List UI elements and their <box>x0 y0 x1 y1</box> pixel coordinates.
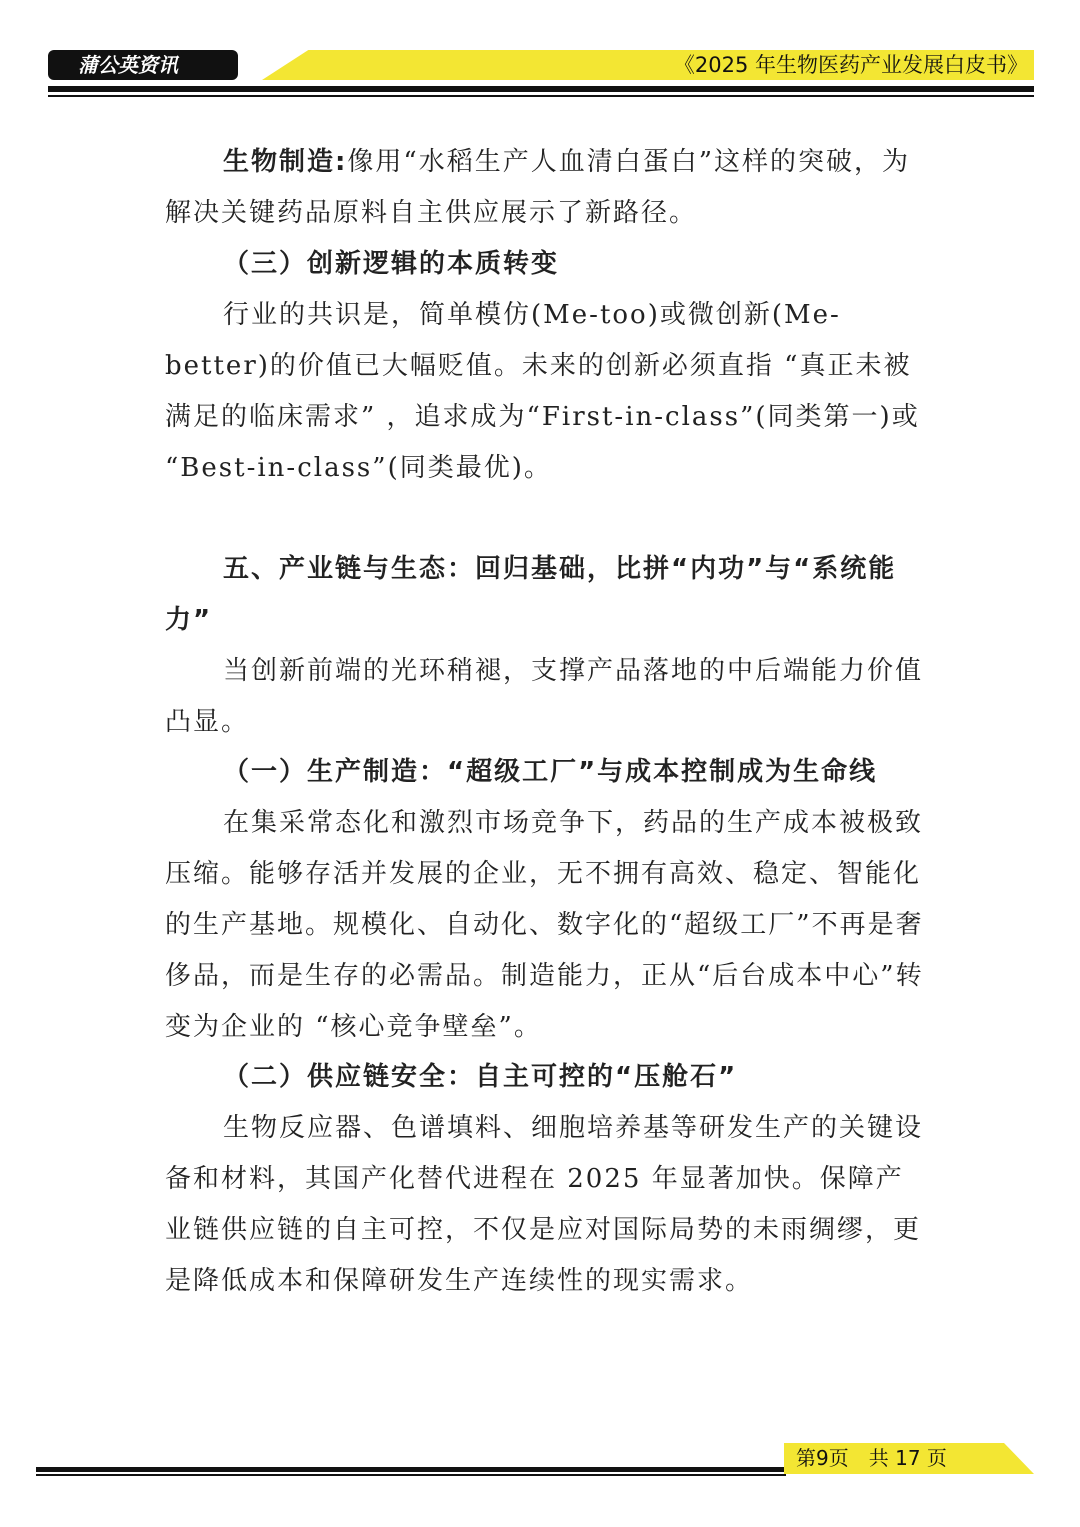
section-5-intro-paragraph: 当创新前端的光环稍褪，支撑产品落地的中后端能力价值凸显。 <box>165 656 924 737</box>
footer-rule-thick <box>36 1467 786 1472</box>
section-5-heading: 五、产业链与生态：回归基础，比拼“内功”与“系统能力” <box>165 554 897 635</box>
bio-manufacturing-label: 生物制造: <box>223 147 348 177</box>
manufacturing-paragraph: 在集采常态化和激烈市场竞争下，药品的生产成本被极致压缩。能够存活并发展的企业，无不拥有高效、稳定、智能化的生产基地。规模化、自动化、数字化的“超级工厂”不再是奢侈品，而是生存的必需品。制造能力，正从“后台成本中心”转变为企业的 “核心竞争壁垒”。 <box>165 808 924 1042</box>
brand-label: 蒲公英资讯 <box>48 50 238 80</box>
innovation-logic-paragraph: 行业的共识是，简单模仿(Me-too)或微创新(Me-better)的价值已大幅贬值。未来的创新必须直指 “真正未被满足的临床需求” ，追求成为“First-in-class”(同类第一)或 “Best-in-class”(同类最优)。 <box>165 300 920 483</box>
document-title: 《2025 年生物医药产业发展白皮书》 <box>673 53 1028 77</box>
page-number <box>796 1443 967 1474</box>
subsection-3-heading: （三）创新逻辑的本质转变 <box>223 249 560 279</box>
bio-manufacturing-text: 像用“水稻生产人血清白蛋白”这样的突破，为解决关键药品原料自主供应展示了新路径。 <box>165 147 910 228</box>
current-page: 第9页 <box>796 1446 849 1470</box>
total-pages: 共 17 页 <box>868 1446 947 1470</box>
supply-chain-paragraph: 生物反应器、色谱填料、细胞培养基等研发生产的关键设备和材料，其国产化替代进程在 2025 年显著加快。保障产业链供应链的自主可控，不仅是应对国际局势的未雨绸缪，更是降低成本和保障研发生产连续性的现实需求。 <box>165 1113 924 1296</box>
header-rule-thick <box>48 86 1034 92</box>
bio-manufacturing-paragraph <box>165 137 925 239</box>
subsection-1-heading: （一）生产制造：“超级工厂”与成本控制成为生命线 <box>223 757 878 787</box>
header-rule-thin <box>48 95 1034 97</box>
footer-rule-thin <box>36 1474 786 1476</box>
subsection-2-heading: （二）供应链安全：自主可控的“压舱石” <box>223 1062 738 1092</box>
